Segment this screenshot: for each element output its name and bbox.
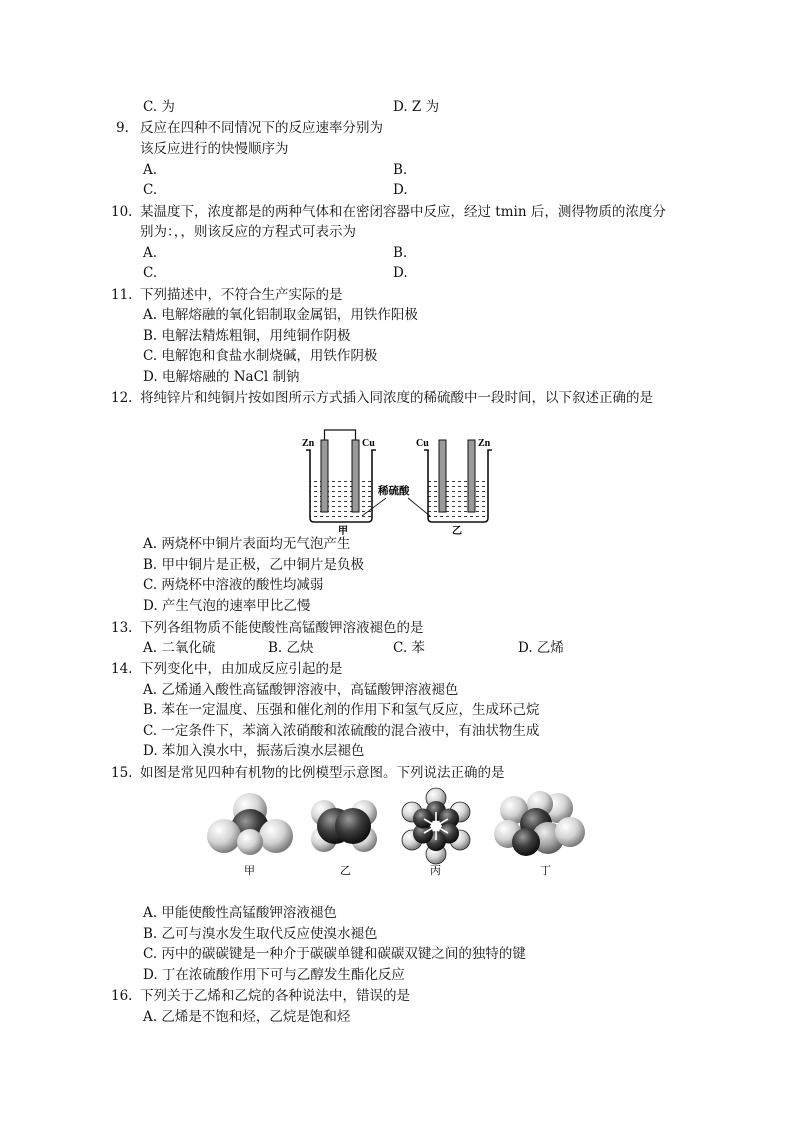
q11-option-d: D. 电解熔融的 NaCl 制钠 xyxy=(143,369,300,385)
q15-option-d: D. 丁在浓硫酸作用下可与乙醇发生酯化反应 xyxy=(143,967,405,983)
q13-stem: 下列各组物质不能使酸性高锰酸钾溶液褪色的是 xyxy=(140,620,424,636)
q12-option-b: B. 甲中铜片是正极，乙中铜片是负极 xyxy=(143,557,365,573)
q10-stem: 某温度下，浓度都是的两种气体和在密闭容器中反应，经过 tmin 后，测得物质的浓度分 xyxy=(140,204,666,220)
fig12-acid-label: 稀硫酸 xyxy=(378,486,410,497)
q11-option-c: C. 电解饱和食盐水制烧碱，用铁作阴极 xyxy=(143,348,378,364)
q11-stem: 下列描述中，不符合生产实际的是 xyxy=(140,287,343,303)
q10-option-a: A. xyxy=(143,245,158,261)
q13-option-d: D. 乙烯 xyxy=(518,640,564,656)
q15-stem: 如图是常见四种有机物的比例模型示意图。下列说法正确的是 xyxy=(140,765,505,781)
q9-stem-cont: 该反应进行的快慢顺序为 xyxy=(140,141,289,157)
fig12-yi-label: 乙 xyxy=(452,526,462,536)
model-jia xyxy=(207,793,293,855)
model-yi xyxy=(311,800,377,852)
q11-option-b: B. 电解法精炼粗铜，用纯铜作阴极 xyxy=(143,328,351,344)
galvanic-cell-figure xyxy=(296,424,504,536)
q11-option-a: A. 电解熔融的氧化铝制取金属铝，用铁作阳极 xyxy=(143,307,418,323)
fig12-cu-label-yi: Cu xyxy=(416,438,429,449)
fig15-yi-label: 乙 xyxy=(340,865,351,877)
q13-option-c: C. 苯 xyxy=(393,640,425,656)
q13-option-a: A. 二氧化硫 xyxy=(143,640,216,656)
space-filling-models-figure xyxy=(196,786,600,878)
fig12-cu-label-jia: Cu xyxy=(362,438,375,449)
q15-number: 15. xyxy=(111,765,133,781)
q14-option-c: C. 一定条件下，苯滴入浓硝酸和浓硫酸的混合液中，有油状物生成 xyxy=(143,723,540,739)
q9-option-c: C. xyxy=(143,182,158,198)
fig12-jia-label: 甲 xyxy=(338,526,348,536)
q12-stem: 将纯锌片和纯铜片按如图所示方式插入同浓度的稀硫酸中一段时间，以下叙述正确的是 xyxy=(140,390,653,406)
q8-option-c: C. 为 xyxy=(143,99,175,115)
q14-option-a: A. 乙烯通入酸性高锰酸钾溶液中，高锰酸钾溶液褪色 xyxy=(143,682,459,698)
fig15-bing-label: 丙 xyxy=(430,865,441,877)
q12-number: 12. xyxy=(111,390,133,406)
q12-option-a: A. 两烧杯中铜片表面均无气泡产生 xyxy=(143,536,351,552)
model-bing xyxy=(402,788,470,864)
q14-option-b: B. 苯在一定温度、压强和催化剂的作用下和氢气反应，生成环己烷 xyxy=(143,702,540,718)
q16-stem: 下列关于乙烯和乙烷的各种说法中，错误的是 xyxy=(140,988,410,1004)
q10-option-b: B. xyxy=(393,245,408,261)
model-ding xyxy=(494,791,585,856)
fig12-zn-label-jia: Zn xyxy=(302,438,315,449)
q16-option-a: A. 乙烯是不饱和烃，乙烷是饱和烃 xyxy=(143,1009,351,1025)
q9-option-b: B. xyxy=(393,162,408,178)
fig12-zn-label-yi: Zn xyxy=(478,438,491,449)
q15-option-a: A. 甲能使酸性高锰酸钾溶液褪色 xyxy=(143,905,337,921)
q15-option-c: C. 丙中的碳碳键是一种介于碳碳单键和碳碳双键之间的独特的键 xyxy=(143,946,526,962)
q10-option-c: C. xyxy=(143,265,158,281)
q9-option-a: A. xyxy=(143,162,158,178)
q12-option-d: D. 产生气泡的速率甲比乙慢 xyxy=(143,598,311,614)
fig15-jia-label: 甲 xyxy=(244,865,255,877)
q10-stem-cont: 别为：，，则该反应的方程式可表示为 xyxy=(140,224,356,240)
fig15-ding-label: 丁 xyxy=(540,865,551,877)
q10-option-d: D. xyxy=(393,265,408,281)
q8-option-d: D. Z 为 xyxy=(393,99,440,115)
q15-option-b: B. 乙可与溴水发生取代反应使溴水褪色 xyxy=(143,926,378,942)
q13-number: 13. xyxy=(111,620,133,636)
q10-number: 10. xyxy=(111,204,133,220)
q13-option-b: B. 乙炔 xyxy=(268,640,314,656)
q14-stem: 下列变化中，由加成反应引起的是 xyxy=(140,661,343,677)
q14-option-d: D. 苯加入溴水中，振荡后溴水层褪色 xyxy=(143,743,365,759)
q12-option-c: C. 两烧杯中溶液的酸性均减弱 xyxy=(143,577,324,593)
q9-number: 9. xyxy=(116,120,129,136)
q14-number: 14. xyxy=(111,661,133,677)
q9-stem: 反应在四种不同情况下的反应速率分别为 xyxy=(140,120,383,136)
q11-number: 11. xyxy=(111,287,133,303)
q16-number: 16. xyxy=(111,988,133,1004)
beaker-yi xyxy=(424,440,492,522)
q9-option-d: D. xyxy=(393,182,408,198)
